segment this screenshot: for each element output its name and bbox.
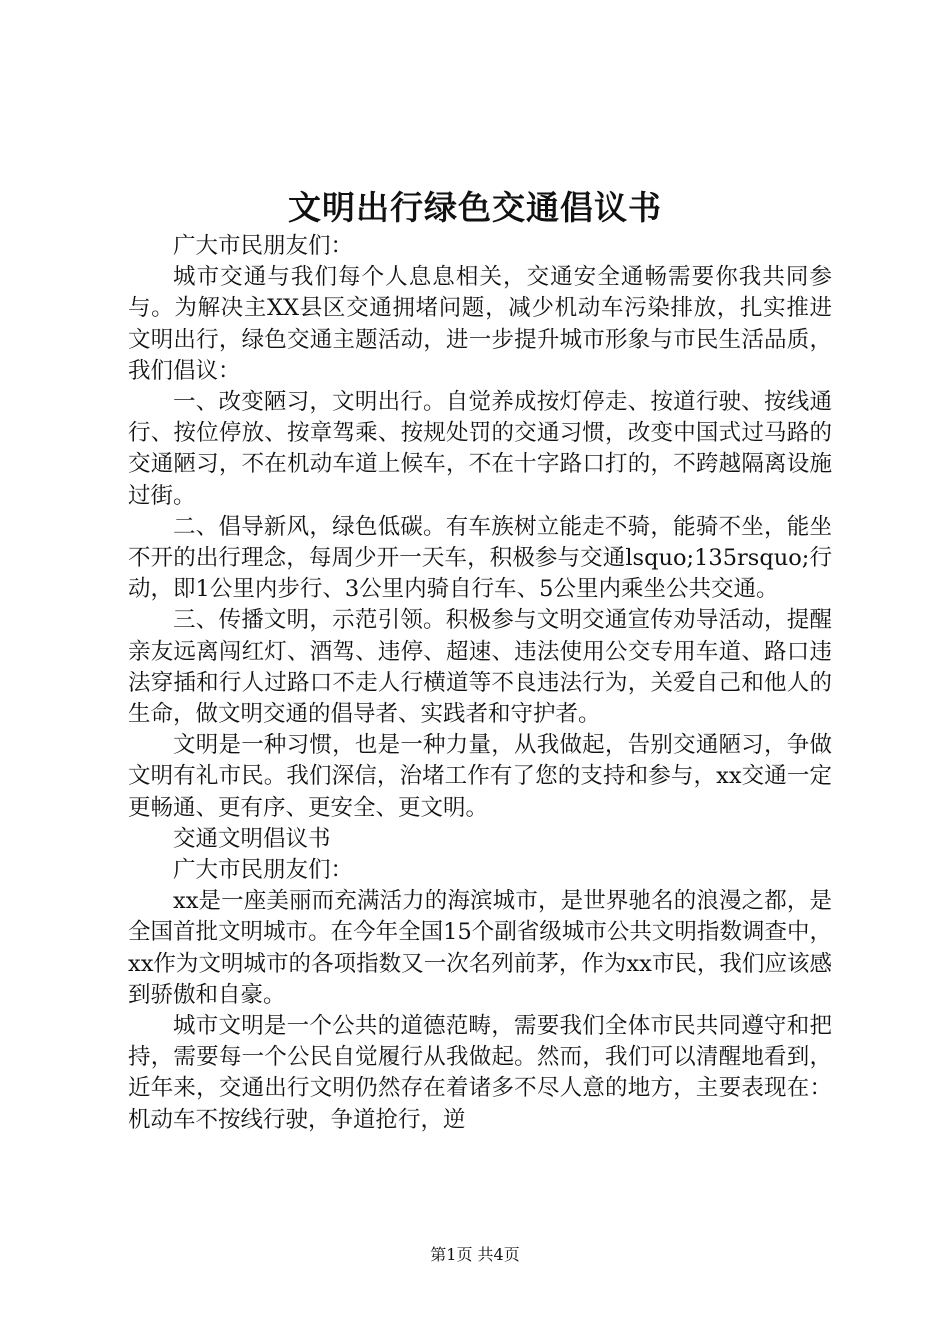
paragraph-intro: 城市交通与我们每个人息息相关，交通安全通畅需要你我共同参与。为解决主XX县区交通拥堵问题，减少机动车污染排放，扎实推进文明出行，绿色交通主题活动，进一步提升城市形象与市民生活品质，我们倡议：	[128, 264, 832, 384]
page-number: 第1页 共4页	[430, 1245, 520, 1264]
paragraph-salutation: 广大市民朋友们：	[173, 233, 354, 259]
paragraph-point-two: 二、倡导新风，绿色低碳。有车族树立能走不骑，能骑不坐，能坐不开的出行理念，每周少开一天车，积极参与交通lsquo;135rsquo;行动，即1公里内步行、3公里内骑自行车、5公里内乘坐公共交通。	[128, 513, 832, 603]
paragraph-conclusion: 文明是一种习惯，也是一种力量，从我做起，告别交通陋习，争做文明有礼市民。我们深信，治堵工作有了您的支持和参与，xx交通一定更畅通、更有序、更安全、更文明。	[128, 732, 832, 821]
paragraph-second-salutation: 广大市民朋友们：	[173, 857, 354, 884]
document-body	[128, 231, 832, 1136]
document-title: 文明出行绿色交通倡议书	[288, 188, 662, 227]
paragraph-city-intro: xx是一座美丽而充满活力的海滨城市，是世界驰名的浪漫之都，是全国首批文明城市。在今年全国15个副省级城市公共文明指数调查中，xx作为文明城市的各项指数又一次名列前茅，作为xx市民，我们应该感到骄傲和自豪。	[128, 888, 832, 1008]
paragraph-point-three: 三、传播文明，示范引领。积极参与文明交通宣传劝导活动，提醒亲友远离闯红灯、酒驾、违停、超速、违法使用公交专用车道、路口违法穿插和行人过路口不走人行横道等不良违法行为，关爱自己和他人的生命，做文明交通的倡导者、实践者和守护者。	[128, 607, 832, 728]
paragraph-city-civility: 城市文明是一个公共的道德范畴，需要我们全体市民共同遵守和把持，需要每一个公民自觉履行从我做起。然而，我们可以清醒地看到，近年来，交通出行文明仍然存在着诸多不尽人意的地方，主要表现在：机动车不按线行驶，争道抢行，逆	[128, 1013, 832, 1133]
paragraph-second-title: 交通文明倡议书	[173, 825, 331, 852]
paragraph-point-one: 一、改变陋习，文明出行。自觉养成按灯停走、按道行驶、按线通行、按位停放、按章驾乘、按规处罚的交通习惯，改变中国式过马路的交通陋习，不在机动车道上候车，不在十字路口打的，不跨越隔离设施过街。	[128, 389, 832, 509]
